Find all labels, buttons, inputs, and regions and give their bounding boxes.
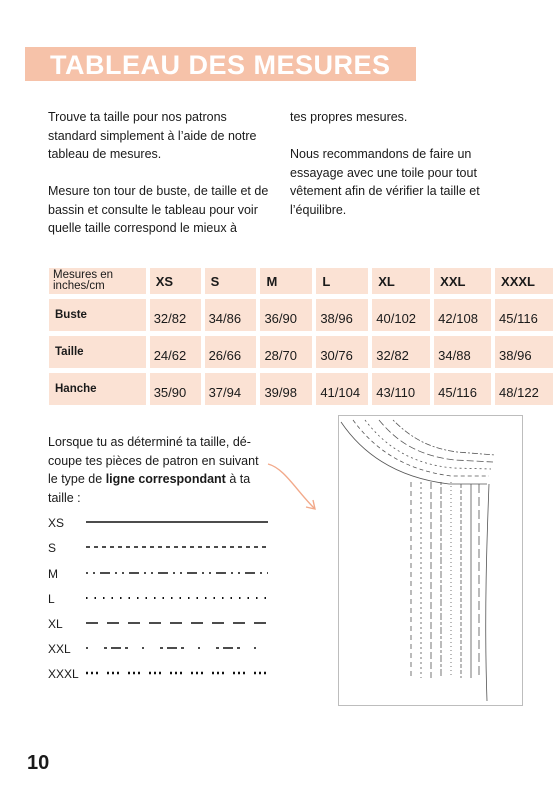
legend-label: XS: [48, 516, 65, 530]
line-style-dash-dot-long: [86, 642, 276, 656]
table-row-buste: [49, 299, 553, 331]
table-cell: 40/102: [372, 299, 430, 331]
table-cell: 48/122: [495, 373, 553, 405]
line-style-dash-dot: [86, 567, 276, 581]
legend-row-xxxl: [48, 667, 288, 691]
legend-row-l: [48, 592, 288, 616]
legend-label: S: [48, 541, 57, 555]
row-label: Buste: [49, 299, 146, 331]
line-style-solid: [86, 516, 276, 530]
table-cell: 32/82: [150, 299, 201, 331]
legend-label: XXXL: [48, 667, 79, 681]
intro-column-right: [290, 108, 510, 238]
legend-row-xs: [48, 516, 288, 540]
table-cell: 42/108: [434, 299, 491, 331]
intro-paragraph-4: Nous recommandons de faire un essayage avec une toile pour tout vêtement afin de vérifier la taille et l’équilibre.: [290, 147, 480, 217]
size-header: M: [260, 268, 312, 294]
size-header: XXL: [434, 268, 491, 294]
table-cell: 28/70: [260, 336, 312, 368]
table-cell: 30/76: [316, 336, 368, 368]
size-header: S: [205, 268, 257, 294]
pattern-lines-image: [339, 416, 522, 705]
table-cell: 45/116: [434, 373, 491, 405]
row-label: Hanche: [49, 373, 146, 405]
instructions-bold: ligne correspondant: [105, 472, 226, 486]
table-cell: 37/94: [205, 373, 257, 405]
size-table: [45, 263, 557, 410]
table-cell: 38/96: [495, 336, 553, 368]
table-cell: 34/86: [205, 299, 257, 331]
legend-label: XL: [48, 617, 63, 631]
instructions-text-end: à ta taille :: [48, 472, 251, 505]
intro-column-left: [48, 108, 273, 256]
size-table-header: [49, 268, 553, 294]
page-number: 10: [27, 752, 50, 774]
size-header: XS: [150, 268, 201, 294]
table-cell: 45/116: [495, 299, 553, 331]
table-cell: 38/96: [316, 299, 368, 331]
table-cell: 24/62: [150, 336, 201, 368]
line-style-triple-dot: [86, 667, 276, 681]
table-cell: 26/66: [205, 336, 257, 368]
arrow-icon: [262, 460, 322, 520]
pattern-illustration: [338, 415, 523, 706]
table-cell: 41/104: [316, 373, 368, 405]
legend-row-m: [48, 567, 288, 591]
table-cell: 35/90: [150, 373, 201, 405]
legend-row-xl: [48, 617, 288, 641]
table-cell: 36/90: [260, 299, 312, 331]
table-cell: 43/110: [372, 373, 430, 405]
line-style-dotted: [86, 592, 276, 606]
size-header: L: [316, 268, 368, 294]
instructions-paragraph: [48, 433, 263, 507]
row-label: Taille: [49, 336, 146, 368]
header-label: Mesures en inches/cm: [49, 268, 146, 294]
instructions-text: Lorsque tu as déterminé ta taille, dé-coupe tes pièces de patron en suivant le type de: [48, 435, 259, 486]
size-header: XXXL: [495, 268, 553, 294]
legend-label: L: [48, 592, 55, 606]
legend-label: M: [48, 567, 58, 581]
intro-paragraph-3: tes propres mesures.: [290, 110, 408, 124]
size-header: XL: [372, 268, 430, 294]
line-style-dashed: [86, 541, 276, 555]
legend-row-s: [48, 541, 288, 565]
intro-paragraph-1: Trouve ta taille pour nos patrons standard simplement à l’aide de notre tableau de mesures.: [48, 110, 257, 161]
table-cell: 39/98: [260, 373, 312, 405]
legend-row-xxl: [48, 642, 288, 666]
intro-paragraph-2: Mesure ton tour de buste, de taille et de bassin et consulte le tableau pour voir quelle taille correspond le mieux à: [48, 184, 269, 235]
table-row-hanche: [49, 373, 553, 405]
table-row-taille: [49, 336, 553, 368]
line-style-long-dash: [86, 617, 276, 631]
legend-label: XXL: [48, 642, 71, 656]
table-cell: 34/88: [434, 336, 491, 368]
page-title: TABLEAU DES MESURES: [50, 50, 391, 80]
table-cell: 32/82: [372, 336, 430, 368]
